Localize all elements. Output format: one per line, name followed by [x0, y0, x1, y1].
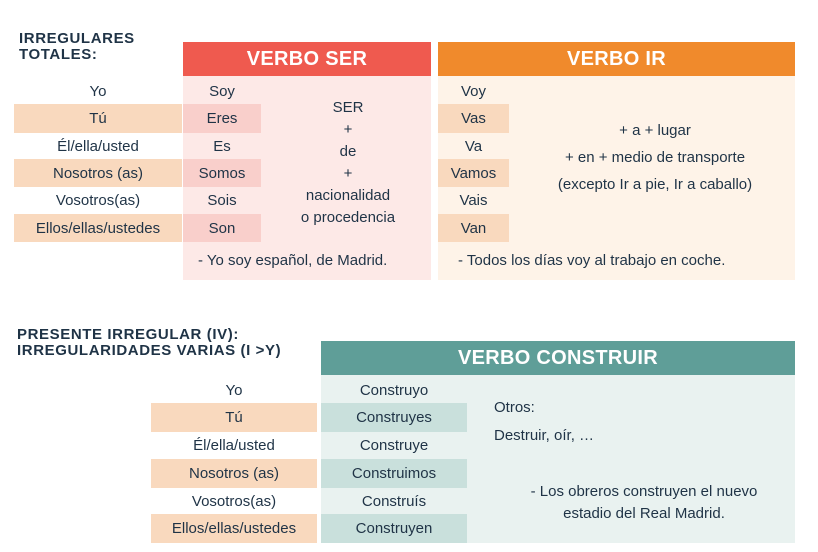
pronoun-vosotros: Vosotros(as)	[55, 192, 141, 209]
pronoun-tu: Tú	[151, 403, 317, 432]
construir-example-line: estadio del Real Madrid.	[563, 505, 725, 522]
ir-header: VERBO IR	[438, 42, 795, 76]
ser-note-line: +	[343, 121, 353, 138]
ser-note-line: de	[339, 143, 357, 160]
ir-example: - Todos los días voy al trabajo en coche.	[458, 252, 726, 269]
ser-note-line: SER	[332, 99, 364, 116]
construir-form-tu: Construyes	[321, 403, 467, 432]
construir-form-el: Construye	[359, 437, 429, 454]
ir-note-line: (excepto Ir a pie, Ir a caballo)	[557, 176, 753, 193]
pronoun-tu: Tú	[14, 104, 182, 133]
pronoun-ellos: Ellos/ellas/ustedes	[14, 214, 182, 242]
pronoun-yo: Yo	[89, 82, 107, 100]
ir-form-yo: Voy	[460, 82, 487, 100]
section1-title-line1: IRREGULARES	[19, 30, 135, 47]
ser-form-tu: Eres	[183, 104, 261, 133]
ser-example: - Yo soy español, de Madrid.	[198, 252, 388, 269]
ser-form-yo: Soy	[209, 82, 235, 100]
pronoun-el: Él/ella/usted	[193, 437, 275, 454]
pronoun-ellos: Ellos/ellas/ustedes	[151, 514, 317, 543]
pronoun-nosotros: Nosotros (as)	[14, 159, 182, 187]
pronoun-nosotros: Nosotros (as)	[151, 459, 317, 488]
section2-title	[17, 327, 281, 359]
construir-form-ellos: Construyen	[321, 514, 467, 543]
ser-header: VERBO SER	[183, 42, 431, 76]
construir-example-line: - Los obreros construyen el nuevo	[530, 483, 758, 500]
ir-note	[520, 117, 790, 198]
ser-note	[278, 97, 418, 229]
ser-form-vosotros: Sois	[207, 192, 237, 209]
ser-form-nosotros: Somos	[183, 159, 261, 187]
section1-title-line2: TOTALES:	[19, 46, 98, 63]
section2-title-line2: IRREGULARIDADES VARIAS (I >Y)	[17, 342, 282, 359]
ir-note-line: + a + lugar	[619, 122, 691, 139]
construir-form-vosotros: Construís	[361, 492, 427, 510]
construir-example	[494, 481, 794, 525]
pronoun-el: Él/ella/usted	[57, 137, 139, 155]
ser-note-line: o procedencia	[300, 209, 396, 226]
ir-note-line: + en + medio de transporte	[564, 149, 746, 166]
construir-others-label: Otros:	[494, 399, 535, 416]
construir-form-yo: Construyo	[359, 381, 429, 399]
ser-form-el: Es	[213, 137, 231, 155]
ir-form-el: Va	[464, 137, 483, 155]
construir-others-list: Destruir, oír, …	[494, 427, 595, 444]
ser-note-line: +	[343, 165, 353, 182]
ser-note-line: nacionalidad	[305, 187, 391, 204]
construir-header: VERBO CONSTRUIR	[321, 341, 795, 375]
construir-form-nosotros: Construimos	[321, 459, 467, 488]
ir-form-nosotros: Vamos	[438, 159, 509, 187]
ir-form-vosotros: Vais	[459, 192, 488, 209]
pronoun-yo: Yo	[225, 381, 243, 399]
ir-form-ellos: Van	[438, 214, 509, 242]
section1-title	[19, 31, 135, 63]
ir-form-tu: Vas	[438, 104, 509, 133]
pronoun-vosotros: Vosotros(as)	[191, 492, 277, 510]
ser-form-ellos: Son	[183, 214, 261, 242]
section2-title-line1: PRESENTE IRREGULAR (IV):	[17, 326, 239, 343]
